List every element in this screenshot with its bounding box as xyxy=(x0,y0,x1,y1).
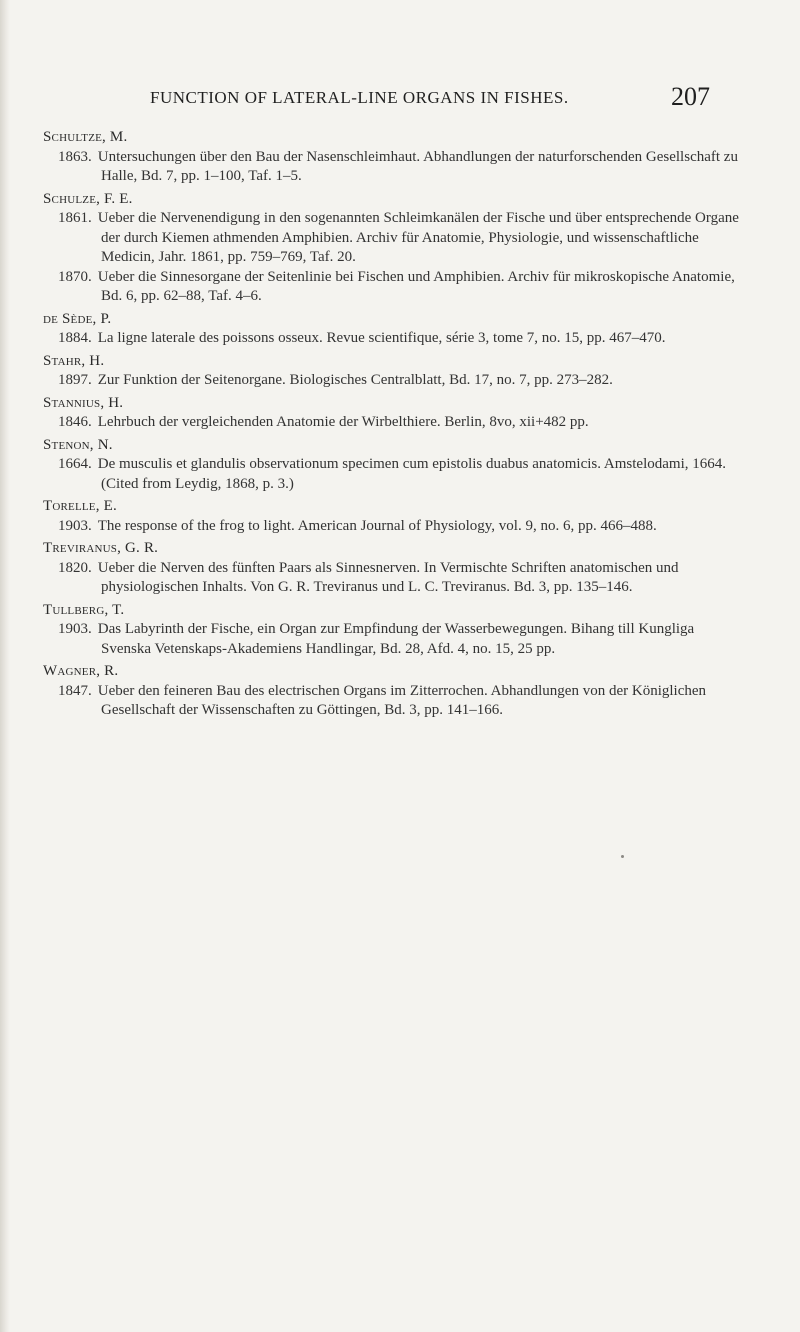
reference-work xyxy=(43,268,743,307)
reference-entry xyxy=(43,436,743,495)
reference-work xyxy=(43,620,743,659)
reference-year: 1884. xyxy=(58,330,92,346)
reference-citation: Ueber den feineren Bau des electrischen Organs im Zitterrochen. Abhandlungen von der Königlichen Gesellschaft der Wissenschaften zu Göttingen, Bd. 3, pp. 141–166. xyxy=(97,682,707,718)
reference-work xyxy=(43,455,743,494)
paper-speck xyxy=(621,855,624,858)
reference-citation: Ueber die Sinnesorgane der Seitenlinie bei Fischen und Amphibien. Archiv für mikroskopische Anatomie, Bd. 6, pp. 62–88, Taf. 4–6. xyxy=(97,268,735,304)
page-header xyxy=(150,82,710,118)
reference-work xyxy=(43,148,743,187)
reference-entry xyxy=(43,601,743,660)
reference-entry xyxy=(43,352,743,391)
page-number: 207 xyxy=(671,82,710,111)
reference-entry xyxy=(43,394,743,433)
reference-author: Torelle, E. xyxy=(43,498,117,514)
reference-year: 1861. xyxy=(58,210,92,226)
reference-year: 1820. xyxy=(58,559,92,576)
running-head: FUNCTION OF LATERAL-LINE ORGANS IN FISHES. xyxy=(150,88,569,107)
reference-entry xyxy=(43,310,743,349)
reference-year: 1897. xyxy=(58,372,92,388)
reference-citation: Lehrbuch der vergleichenden Anatomie der Wirbelthiere. Berlin, 8vo, xii+482 pp. xyxy=(97,414,589,430)
reference-year: 1903. xyxy=(58,517,92,534)
reference-author: de Sède, P. xyxy=(43,310,112,327)
reference-citation: De musculis et glandulis observationum specimen cum epistolis duabus anatomicis. Amstelodami, 1664. (Cited from Leydig, 1868, p. 3.) xyxy=(97,456,726,492)
reference-work xyxy=(43,209,743,268)
reference-author: Schulze, F. E. xyxy=(43,190,133,207)
reference-entry xyxy=(43,128,743,187)
reference-year: 1870. xyxy=(58,268,92,285)
reference-work xyxy=(43,413,743,433)
page-binding-shadow xyxy=(0,0,10,1332)
reference-citation: Zur Funktion der Seitenorgane. Biologisches Centralblatt, Bd. 17, no. 7, pp. 273–282. xyxy=(97,372,613,388)
reference-citation: Untersuchungen über den Bau der Nasenschleimhaut. Abhandlungen der naturforschenden Gesellschaft zu Halle, Bd. 7, pp. 1–100, Taf. 1–5. xyxy=(97,148,738,184)
reference-list xyxy=(43,128,743,724)
reference-year: 1847. xyxy=(58,682,92,699)
reference-entry xyxy=(43,497,743,536)
reference-year: 1903. xyxy=(58,621,92,637)
reference-year: 1863. xyxy=(58,148,92,165)
reference-work xyxy=(43,517,743,537)
reference-citation: Ueber die Nerven des fünften Paars als Sinnesnerven. In Vermischte Schriften anatomischen und physiologischen Inhalts. Von G. R. Treviranus und L. C. Treviranus. Bd. 3, pp. 135–146. xyxy=(97,559,679,595)
reference-work xyxy=(43,559,743,598)
reference-author: Tullberg, T. xyxy=(43,601,125,618)
reference-author: Stahr, H. xyxy=(43,352,105,369)
reference-author: Treviranus, G. R. xyxy=(43,540,159,556)
reference-entry xyxy=(43,539,743,598)
reference-citation: La ligne laterale des poissons osseux. Revue scientifique, série 3, tome 7, no. 15, pp. 467–470. xyxy=(97,330,666,346)
reference-author: Schultze, M. xyxy=(43,129,128,145)
reference-work xyxy=(43,682,743,721)
reference-work xyxy=(43,371,743,391)
reference-author: Stenon, N. xyxy=(43,436,113,453)
reference-citation: The response of the frog to light. American Journal of Physiology, vol. 9, no. 6, pp. 466–488. xyxy=(97,517,657,534)
reference-citation: Das Labyrinth der Fische, ein Organ zur Empfindung der Wasserbewegungen. Bihang till Kungliga Svenska Vetenskaps-Akademiens Handlingar, Bd. 28, Afd. 4, no. 15, 25 pp. xyxy=(97,621,695,657)
reference-author: Wagner, R. xyxy=(43,663,119,679)
reference-citation: Ueber die Nervenendigung in den sogenannten Schleimkanälen der Fische und über entsprechende Organe der durch Kiemen athmenden Amphibien. Archiv für Anatomie, Physiologie, und wissenschaftliche Medicin, Jahr. 1861, pp. 759–769, Taf. 20. xyxy=(97,210,739,265)
reference-entry xyxy=(43,662,743,721)
reference-entry xyxy=(43,190,743,307)
reference-year: 1846. xyxy=(58,414,92,430)
reference-work xyxy=(43,329,743,349)
reference-author: Stannius, H. xyxy=(43,394,124,411)
reference-year: 1664. xyxy=(58,456,92,472)
